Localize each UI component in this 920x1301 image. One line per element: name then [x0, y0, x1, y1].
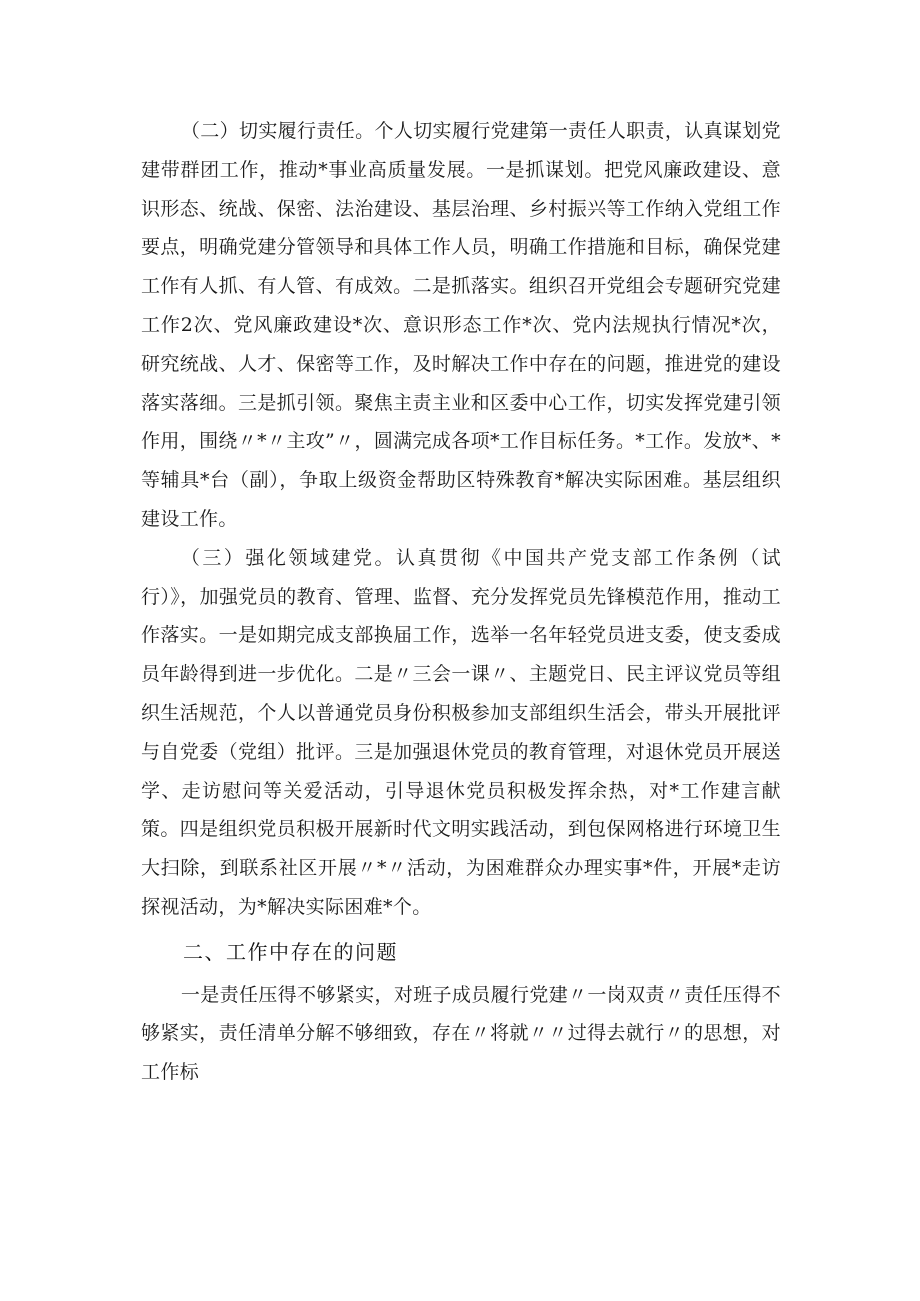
section-heading-problems: 二、工作中存在的问题 — [183, 939, 398, 964]
paragraph-fulfill-responsibility: （二）切实履行责任。个人切实履行党建第一责任人职责，认真谋划党建带群团工作，推动*事业高质量发展。一是抓谋划。把党风廉政建设、意识形态、统战、保密、法治建设、基层治理、乡村振兴等工作纳入党组工作要点，明确党建分管领导和具体工作人员，明确工作措施和目标，确保党建工作有人抓、有人管、有成效。二是抓落实。组织召开党组会专题研究党建工作2次、党风廉政建设*次、意识形态工作*次、党内法规执行情况*次，研究统战、人才、保密等工作，及时解决工作中存在的问题，推进党的建设落实落细。三是抓引领。聚焦主责主业和区委中心工作，切实发挥党建引领作用，围绕〃*〃主攻”〃，圆满完成各项*工作目标任务。*工作。发放*、*等辅具*台（副），争取上级资金帮助区特殊教育*解决实际困难。基层组织建设工作。 — [141, 120, 781, 530]
paragraph-problem-one: 一是责任压得不够紧实，对班子成员履行党建〃一岗双责〃责任压得不够紧实，责任清单分解不够细致，存在〃将就〃〃过得去就行〃的思想，对工作标 — [141, 983, 781, 1084]
document-body — [141, 112, 781, 1092]
paragraph-party-building: （三）强化领域建党。认真贯彻《中国共产党支部工作条例（试行）》，加强党员的教育、管理、监督、充分发挥党员先锋模范作用，推动工作落实。一是如期完成支部换届工作，选举一名年轻党员进支委，使支委成员年龄得到进一步优化。二是〃三会一课〃、主题党日、民主评议党员等组织生活规范，个人以普通党员身份积极参加支部组织生活会，带头开展批评与自党委（党组）批评。三是加强退休党员的教育管理，对退休党员开展送学、走访慰问等关爱活动，引导退休党员积极发挥余热，对*工作建言献策。四是组织党员积极开展新时代文明实践活动，到包保网格进行环境卫生大扫除，到联系社区开展〃*〃活动，为困难群众办理实事*件，开展*走访探视活动，为*解决实际困难*个。 — [141, 546, 781, 918]
